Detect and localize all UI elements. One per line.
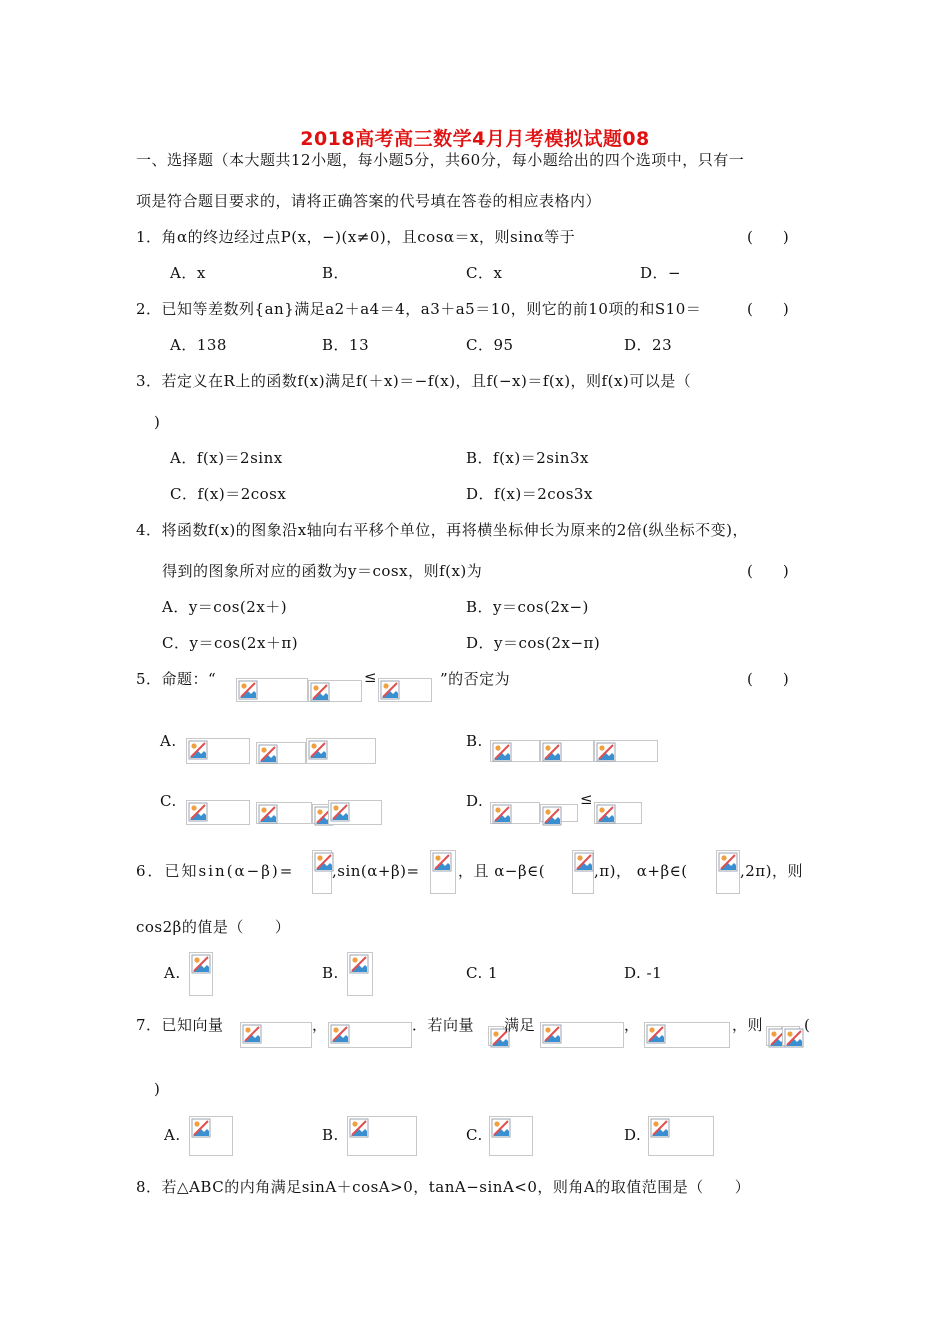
broken-image-icon (766, 1026, 782, 1046)
question-1-option-b: B． (322, 264, 350, 282)
broken-image-icon (328, 800, 382, 825)
question-5-answer-paren: ( ) (747, 670, 789, 688)
question-4-stem-line-2: 得到的图象所对应的函数为y＝cosx，则f(x)为 (162, 562, 483, 580)
question-5-option-b: B. (466, 732, 483, 750)
question-2-option-d: D．23 (624, 336, 673, 354)
broken-image-icon (308, 680, 362, 702)
question-6-part-1: 6．已知sin(α−β)= (136, 862, 295, 880)
broken-image-icon (488, 1026, 504, 1046)
broken-image-icon (312, 850, 332, 894)
question-4-option-d: D．y＝cos(2x−π) (466, 634, 601, 652)
question-3-option-d: D．f(x)＝2cos3x (466, 485, 593, 503)
question-3-option-a: A．f(x)＝2sinx (170, 449, 283, 467)
question-6-line-2: cos2β的值是（ ） (136, 918, 291, 936)
broken-image-icon (236, 678, 308, 702)
broken-image-icon (594, 740, 658, 762)
question-3-stem-close: ) (154, 413, 161, 431)
question-6-option-c: C. 1 (466, 964, 499, 982)
broken-image-icon (189, 952, 213, 996)
broken-image-icon (489, 1116, 533, 1156)
broken-image-icon (540, 804, 578, 822)
question-4-answer-paren: ( ) (747, 562, 789, 580)
question-3-option-b: B．f(x)＝2sin3x (466, 449, 589, 467)
question-1-option-c: C．x (466, 264, 503, 282)
question-7-part-3: 满足 (504, 1016, 536, 1034)
broken-image-icon (347, 1116, 417, 1156)
question-5-option-d: D. (466, 792, 484, 810)
question-1-stem: 1．角α的终边经过点P(x，−)(x≠0)，且cosα＝x，则sinα等于 (136, 228, 576, 246)
question-7-option-c: C. (466, 1126, 483, 1144)
broken-image-icon (328, 1022, 412, 1048)
question-1-option-d: D．− (640, 264, 682, 282)
question-4-option-b: B．y＝cos(2x−) (466, 598, 589, 616)
question-2-option-c: C．95 (466, 336, 514, 354)
question-7-paren-open: ( (804, 1016, 811, 1034)
question-7-line-2: ) (154, 1080, 161, 1098)
question-6-option-d: D. -1 (624, 964, 663, 982)
page-title: 2018高考高三数学4月月考模拟试题08 (300, 128, 650, 150)
broken-image-icon (256, 802, 312, 824)
question-5-option-a: A. (160, 732, 177, 750)
le-sign: ≤ (580, 790, 593, 808)
question-7-option-a: A. (164, 1126, 181, 1144)
question-7-option-d: D. (624, 1126, 642, 1144)
broken-image-icon (572, 850, 594, 894)
question-6-option-a: A. (164, 964, 181, 982)
question-2-stem: 2．已知等差数列{an}满足a2＋a4＝4，a3＋a5＝10，则它的前10项的和S10＝ (136, 300, 702, 318)
question-3-stem: 3．若定义在R上的函数f(x)满足f(＋x)＝−f(x)，且f(−x)＝f(x)，则f(x)可以是（ (136, 372, 692, 390)
question-4-option-c: C．y＝cos(2x＋π) (162, 634, 299, 652)
broken-image-icon (347, 952, 373, 996)
broken-image-icon (644, 1022, 730, 1048)
question-7-part-2: ．若向量 (412, 1016, 475, 1034)
question-5-option-c: C. (160, 792, 177, 810)
question-1-answer-paren: ( ) (747, 228, 789, 246)
broken-image-icon (189, 1116, 233, 1156)
question-5-stem-end: ”的否定为 (440, 670, 511, 688)
broken-image-icon (186, 738, 250, 764)
broken-image-icon (540, 1022, 624, 1048)
question-4-stem: 4．将函数f(x)的图象沿x轴向右平移个单位，再将横坐标伸长为原来的2倍(纵坐标不变)， (136, 521, 748, 539)
question-6-part-4: ,π)， α+β∈( (594, 862, 688, 880)
question-7-part-1: 7．已知向量 (136, 1016, 224, 1034)
broken-image-icon (430, 850, 456, 894)
broken-image-icon (240, 1022, 312, 1048)
question-7-comma-2: ， (624, 1016, 640, 1034)
broken-image-icon (378, 678, 432, 702)
section-heading-line-2: 项是符合题目要求的，请将正确答案的代号填在答卷的相应表格内） (136, 192, 602, 210)
broken-image-icon (490, 802, 540, 824)
question-4-option-a: A．y＝cos(2x＋) (162, 598, 288, 616)
section-heading-line-1: 一、选择题（本大题共12小题，每小题5分，共60分，每小题给出的四个选项中，只有一 (136, 151, 745, 169)
broken-image-icon (186, 800, 250, 825)
broken-image-icon (256, 742, 306, 764)
question-7-comma: ， (312, 1016, 328, 1034)
question-6-part-3: ，且 α−β∈( (458, 862, 546, 880)
broken-image-icon (716, 850, 740, 894)
broken-image-icon (306, 738, 376, 764)
broken-image-icon (490, 740, 540, 762)
question-6-part-5: ,2π)，则 (740, 862, 804, 880)
broken-image-icon (594, 802, 642, 824)
question-1-option-a: A．x (170, 264, 206, 282)
question-8-stem: 8．若△ABC的内角满足sinA＋cosA>0，tanA−sinA<0，则角A的取值范围是（ ） (136, 1178, 751, 1196)
question-2-option-a: A．138 (170, 336, 227, 354)
question-3-option-c: C．f(x)＝2cosx (170, 485, 287, 503)
question-6-option-b: B. (322, 964, 339, 982)
le-sign: ≤ (364, 668, 377, 686)
question-7-part-4: ，则 (732, 1016, 764, 1034)
question-6-part-2: ,sin(α+β)= (332, 862, 420, 880)
broken-image-icon (782, 1026, 800, 1046)
question-5-stem-start: 5．命题：“ (136, 670, 217, 688)
question-2-answer-paren: ( ) (747, 300, 789, 318)
question-2-option-b: B．13 (322, 336, 370, 354)
broken-image-icon (648, 1116, 714, 1156)
broken-image-icon (540, 740, 594, 762)
question-7-option-b: B. (322, 1126, 339, 1144)
